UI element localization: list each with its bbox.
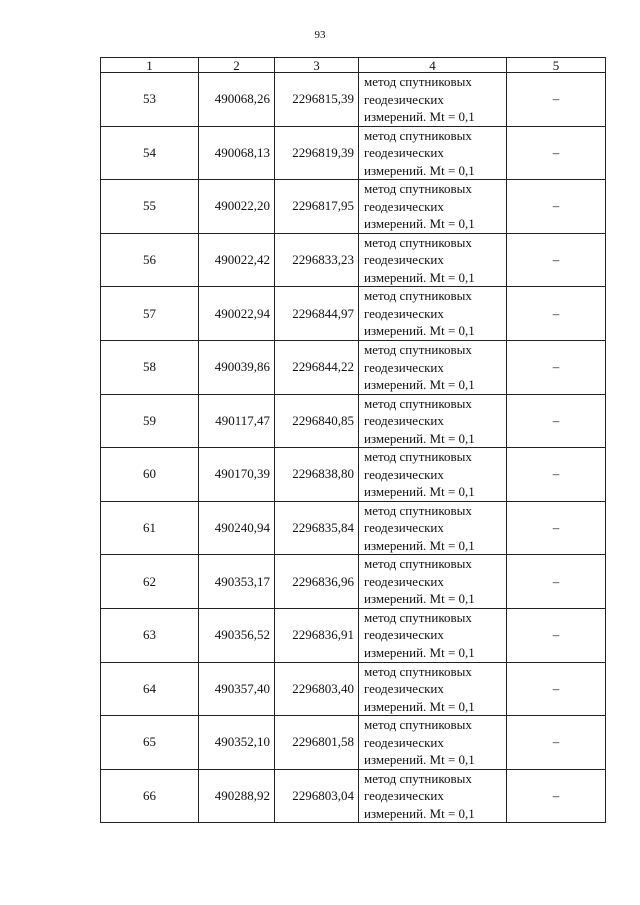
table-row — [101, 608, 606, 662]
y-coordinate-cell: 2296844,22 — [275, 340, 359, 394]
point-number-cell: 63 — [101, 608, 199, 662]
note-cell — [507, 716, 606, 770]
dash-text: – — [552, 520, 560, 536]
method-cell — [359, 662, 507, 716]
table-row — [101, 448, 606, 502]
method-text-line: метод спутниковых — [364, 74, 472, 90]
x-coordinate-cell: 490022,94 — [199, 287, 275, 341]
x-coordinate-cell: 490356,52 — [199, 608, 275, 662]
x-coordinate-cell: 490352,10 — [199, 716, 275, 770]
point-number-cell: 66 — [101, 769, 199, 823]
x-coordinate-cell: 490022,42 — [199, 233, 275, 287]
method-cell — [359, 501, 507, 555]
point-number-cell: 57 — [101, 287, 199, 341]
method-text-line: метод спутниковых — [364, 395, 472, 411]
dash-text: – — [552, 412, 560, 428]
method-text-line: метод спутниковых — [364, 234, 472, 250]
y-coordinate-cell: 2296819,39 — [275, 126, 359, 180]
method-cell — [359, 287, 507, 341]
column-header: 4 — [359, 58, 507, 73]
x-coordinate-cell: 490288,92 — [199, 769, 275, 823]
note-cell — [507, 340, 606, 394]
column-header: 1 — [101, 58, 199, 73]
note-cell — [507, 233, 606, 287]
column-header: 3 — [275, 58, 359, 73]
point-number-cell: 58 — [101, 340, 199, 394]
method-text-line: геодезических — [364, 252, 444, 268]
method-text-line: геодезических — [364, 145, 444, 161]
point-number-cell: 59 — [101, 394, 199, 448]
table-row — [101, 180, 606, 234]
x-coordinate-cell: 490068,13 — [199, 126, 275, 180]
method-text-line: измерений. Mt = 0,1 — [364, 216, 475, 232]
column-header: 5 — [507, 58, 606, 73]
method-text-line: метод спутниковых — [364, 288, 472, 304]
y-coordinate-cell: 2296801,58 — [275, 716, 359, 770]
method-text-line: метод спутниковых — [364, 717, 472, 733]
method-cell — [359, 448, 507, 502]
method-text-line: геодезических — [364, 359, 444, 375]
point-number-cell: 65 — [101, 716, 199, 770]
method-text-line: метод спутниковых — [364, 556, 472, 572]
dash-text: – — [552, 144, 560, 160]
point-number-cell: 53 — [101, 73, 199, 127]
note-cell — [507, 608, 606, 662]
table-row — [101, 662, 606, 716]
point-number-cell: 62 — [101, 555, 199, 609]
dash-text: – — [552, 359, 560, 375]
method-text-line: метод спутниковых — [364, 663, 472, 679]
y-coordinate-cell: 2296840,85 — [275, 394, 359, 448]
method-text-line: метод спутниковых — [364, 342, 472, 358]
x-coordinate-cell: 490357,40 — [199, 662, 275, 716]
table-row — [101, 340, 606, 394]
method-text-line: геодезических — [364, 734, 444, 750]
y-coordinate-cell: 2296835,84 — [275, 501, 359, 555]
y-coordinate-cell: 2296803,04 — [275, 769, 359, 823]
dash-text: – — [552, 573, 560, 589]
note-cell — [507, 287, 606, 341]
note-cell — [507, 180, 606, 234]
method-text-line: геодезических — [364, 573, 444, 589]
method-cell — [359, 180, 507, 234]
x-coordinate-cell: 490068,26 — [199, 73, 275, 127]
page-number: 93 — [314, 29, 326, 41]
method-text-line: измерений. Mt = 0,1 — [364, 805, 475, 821]
y-coordinate-cell: 2296815,39 — [275, 73, 359, 127]
method-text-line: геодезических — [364, 198, 444, 214]
y-coordinate-cell: 2296836,96 — [275, 555, 359, 609]
method-cell — [359, 555, 507, 609]
note-cell — [507, 448, 606, 502]
method-text-line: геодезических — [364, 681, 444, 697]
point-number-cell: 54 — [101, 126, 199, 180]
method-text-line: геодезических — [364, 91, 444, 107]
method-cell — [359, 233, 507, 287]
x-coordinate-cell: 490117,47 — [199, 394, 275, 448]
method-text-line: измерений. Mt = 0,1 — [364, 162, 475, 178]
method-text-line: метод спутниковых — [364, 502, 472, 518]
note-cell — [507, 555, 606, 609]
note-cell — [507, 73, 606, 127]
y-coordinate-cell: 2296833,23 — [275, 233, 359, 287]
x-coordinate-cell: 490039,86 — [199, 340, 275, 394]
method-text-line: геодезических — [364, 466, 444, 482]
method-text-line: измерений. Mt = 0,1 — [364, 537, 475, 553]
table-row — [101, 716, 606, 770]
x-coordinate-cell: 490170,39 — [199, 448, 275, 502]
y-coordinate-cell: 2296844,97 — [275, 287, 359, 341]
note-cell — [507, 769, 606, 823]
dash-text: – — [552, 252, 560, 268]
dash-text: – — [552, 788, 560, 804]
note-cell — [507, 662, 606, 716]
method-text-line: геодезических — [364, 788, 444, 804]
method-cell — [359, 394, 507, 448]
method-text-line: измерений. Mt = 0,1 — [364, 591, 475, 607]
method-text-line: измерений. Mt = 0,1 — [364, 377, 475, 393]
coordinates-table — [100, 57, 606, 823]
note-cell — [507, 501, 606, 555]
method-text-line: геодезических — [364, 305, 444, 321]
method-text-line: измерений. Mt = 0,1 — [364, 698, 475, 714]
table-body — [101, 73, 606, 823]
method-text-line: измерений. Mt = 0,1 — [364, 644, 475, 660]
x-coordinate-cell: 490240,94 — [199, 501, 275, 555]
method-text-line: метод спутниковых — [364, 609, 472, 625]
y-coordinate-cell: 2296838,80 — [275, 448, 359, 502]
point-number-cell: 64 — [101, 662, 199, 716]
method-cell — [359, 716, 507, 770]
dash-text: – — [552, 198, 560, 214]
method-text-line: метод спутниковых — [364, 449, 472, 465]
table-row — [101, 769, 606, 823]
point-number-cell: 55 — [101, 180, 199, 234]
method-cell — [359, 126, 507, 180]
note-cell — [507, 394, 606, 448]
method-text-line: метод спутниковых — [364, 127, 472, 143]
column-header: 2 — [199, 58, 275, 73]
note-cell — [507, 126, 606, 180]
x-coordinate-cell: 490022,20 — [199, 180, 275, 234]
method-text-line: геодезических — [364, 520, 444, 536]
x-coordinate-cell: 490353,17 — [199, 555, 275, 609]
method-text-line: геодезических — [364, 627, 444, 643]
table-row — [101, 555, 606, 609]
point-number-cell: 61 — [101, 501, 199, 555]
dash-text: – — [552, 466, 560, 482]
table-row — [101, 73, 606, 127]
method-text-line: метод спутниковых — [364, 770, 472, 786]
dash-text: – — [552, 305, 560, 321]
method-cell — [359, 608, 507, 662]
dash-text: – — [552, 91, 560, 107]
method-text-line: измерений. Mt = 0,1 — [364, 323, 475, 339]
point-number-cell: 56 — [101, 233, 199, 287]
y-coordinate-cell: 2296836,91 — [275, 608, 359, 662]
method-cell — [359, 769, 507, 823]
point-number-cell: 60 — [101, 448, 199, 502]
table-row — [101, 287, 606, 341]
method-text-line: измерений. Mt = 0,1 — [364, 109, 475, 125]
table-row — [101, 394, 606, 448]
table-row — [101, 501, 606, 555]
method-text-line: измерений. Mt = 0,1 — [364, 269, 475, 285]
method-text-line: измерений. Mt = 0,1 — [364, 484, 475, 500]
dash-text: – — [552, 680, 560, 696]
method-text-line: измерений. Mt = 0,1 — [364, 752, 475, 768]
method-text-line: метод спутниковых — [364, 181, 472, 197]
table-header-row — [101, 58, 606, 73]
method-text-line: геодезических — [364, 413, 444, 429]
table-row — [101, 233, 606, 287]
method-cell — [359, 340, 507, 394]
method-cell — [359, 73, 507, 127]
dash-text: – — [552, 734, 560, 750]
y-coordinate-cell: 2296803,40 — [275, 662, 359, 716]
table-row — [101, 126, 606, 180]
y-coordinate-cell: 2296817,95 — [275, 180, 359, 234]
method-text-line: измерений. Mt = 0,1 — [364, 430, 475, 446]
dash-text: – — [552, 627, 560, 643]
